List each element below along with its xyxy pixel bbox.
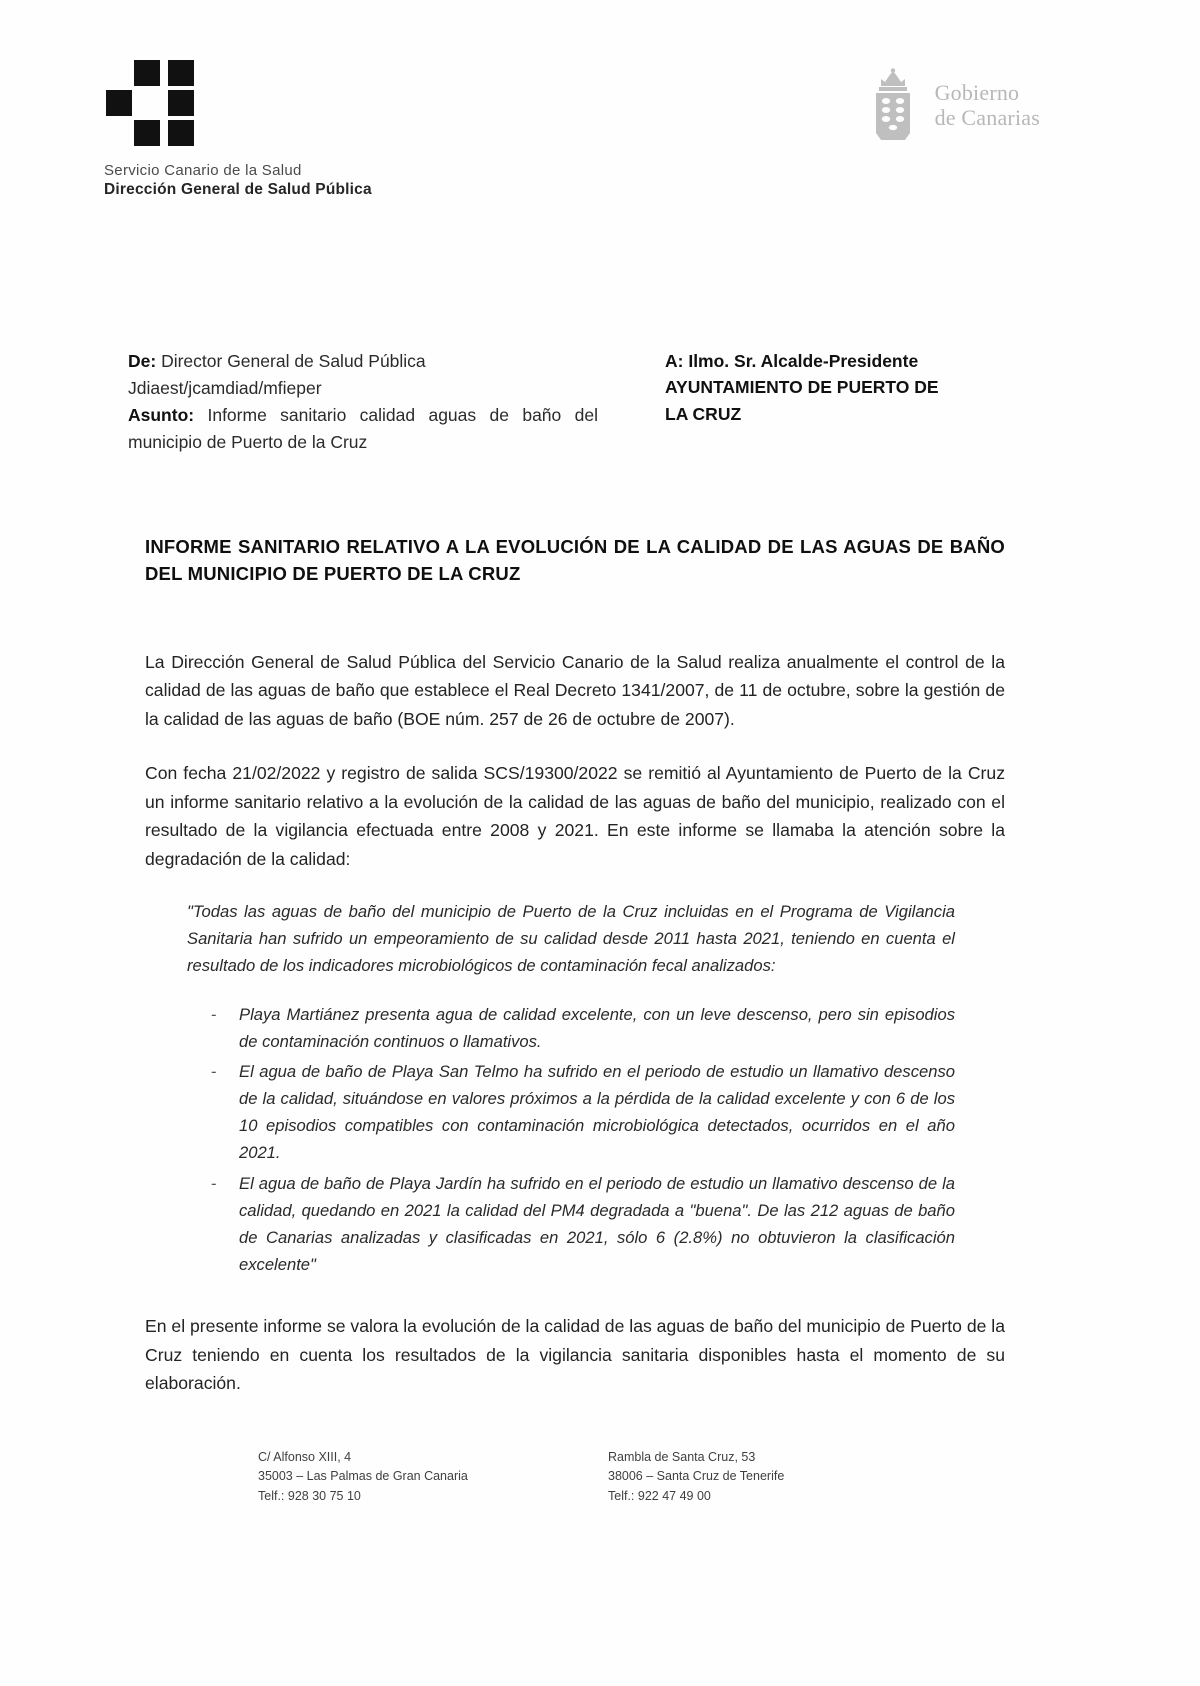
de-canarias-label: de Canarias xyxy=(934,105,1040,130)
logo-subtitle-direccion: Dirección General de Salud Pública xyxy=(104,181,372,198)
list-item xyxy=(211,1059,955,1167)
gobierno-logo-text xyxy=(935,81,1040,130)
footer-city: 35003 – Las Palmas de Gran Canaria xyxy=(258,1469,468,1484)
bullet-dash-icon: - xyxy=(211,1062,217,1082)
from-label: De: xyxy=(128,351,157,371)
footer-street: Rambla de Santa Cruz, 53 xyxy=(608,1450,756,1464)
bullet-dash-icon: - xyxy=(211,1173,217,1193)
canary-islands-crowned-shield-icon xyxy=(865,68,921,144)
footer-city: 38006 – Santa Cruz de Tenerife xyxy=(608,1469,785,1484)
list-item-text: El agua de baño de Playa San Telmo ha sufrido en el periodo de estudio un llamativo descenso de la calidad, situándose en valores próximos a la pérdida de la calidad excelente y con 6 de los 10 episodios compatibles con contaminación microbiológica detectados, ocurridos en el año 2021. xyxy=(239,1062,955,1163)
to-organization-line1: AYUNTAMIENTO DE PUERTO DE xyxy=(665,377,939,398)
to-recipient: A: Ilmo. Sr. Alcalde-Presidente xyxy=(665,351,919,371)
bullet-dash-icon: - xyxy=(211,1004,217,1024)
quoted-excerpt xyxy=(187,899,955,1278)
paragraph-legal-framework: La Dirección General de Salud Pública del Servicio Canario de la Salud realiza anualmente el control de la calidad de las aguas de baño que establece el Real Decreto 1341/2007, de 11 de octubre, sobre la gestión de la calidad de las aguas de baño (BOE núm. 257 de 26 de octubre de 2007). xyxy=(145,651,1005,729)
footer-street: C/ Alfonso XIII, 4 xyxy=(258,1450,352,1464)
canary-health-cross-icon xyxy=(106,60,210,148)
meta-from-block xyxy=(128,348,598,457)
servicio-canario-salud-logo xyxy=(104,60,424,199)
paragraph-closing: En el presente informe se valora la evolución de la calidad de las aguas de baño del municipio de Puerto de la Cruz teniendo en cuenta los resultados de la vigilancia sanitaria disponibles hasta el momento de su elaboración. xyxy=(145,1316,1005,1394)
paragraph-previous-report: Con fecha 21/02/2022 y registro de salida SCS/19300/2022 se remitió al Ayuntamiento de Puerto de la Cruz un informe sanitario relativo a la evolución de la calidad de las aguas de baño del municipio, realizado con el resultado de la vigilancia efectuada entre 2008 y 2021. En este informe se llamaba la atención sobre la degradación de la calidad: xyxy=(145,763,1005,869)
from-value: Director General de Salud Pública xyxy=(161,351,426,371)
gobierno-de-canarias-logo xyxy=(865,68,1040,144)
to-organization-line2: LA CRUZ xyxy=(665,403,742,424)
subject-value: Informe sanitario calidad aguas de baño del municipio de Puerto de la Cruz xyxy=(128,405,598,453)
footer-address-santa-cruz xyxy=(608,1448,784,1506)
list-item-text: El agua de baño de Playa Jardín ha sufrido en el periodo de estudio un llamativo descenso de la calidad, quedando en 2021 la calidad del PM4 degradada a "buena". De las 212 aguas de baño de Canarias analizadas y clasificadas en 2021, sólo 6 (2.8%) no obtuvieron la clasificación excelente" xyxy=(239,1173,955,1274)
list-item xyxy=(211,1002,955,1056)
logo-subtitle-servicio: Servicio Canario de la Salud xyxy=(104,162,302,179)
quote-bullet-list xyxy=(187,1002,955,1279)
from-line xyxy=(128,348,598,375)
gobierno-label: Gobierno xyxy=(934,80,1020,106)
document-body xyxy=(145,630,1005,1416)
footer-phone: Telf.: 922 47 49 00 xyxy=(608,1488,711,1503)
subject-label: Asunto: xyxy=(128,405,195,426)
page-title: INFORME SANITARIO RELATIVO A LA EVOLUCIÓN DE LA CALIDAD DE LAS AGUAS DE BAÑO DEL MUNICIPIO DE PUERTO DE LA CRUZ xyxy=(145,536,1005,584)
footer-address-las-palmas xyxy=(258,1448,468,1506)
list-item-text: Playa Martiánez presenta agua de calidad excelente, con un leve descenso, pero sin episodios de contaminación continuos o llamativos. xyxy=(239,1004,955,1051)
list-item xyxy=(211,1171,955,1279)
meta-to-block xyxy=(665,348,1035,427)
reference-code: Jdiaest/jcamdiad/mfieper xyxy=(128,378,322,399)
subject-line xyxy=(128,402,598,456)
quote-intro-text: "Todas las aguas de baño del municipio de Puerto de la Cruz incluidas en el Programa de Vigilancia Sanitaria han sufrido un empeoramiento de su calidad desde 2011 hasta 2021, teniendo en cuenta el resultado de los indicadores microbiológicos de contaminación fecal analizados: xyxy=(187,902,955,975)
document-header xyxy=(0,0,1200,220)
footer-phone: Telf.: 928 30 75 10 xyxy=(258,1488,361,1503)
